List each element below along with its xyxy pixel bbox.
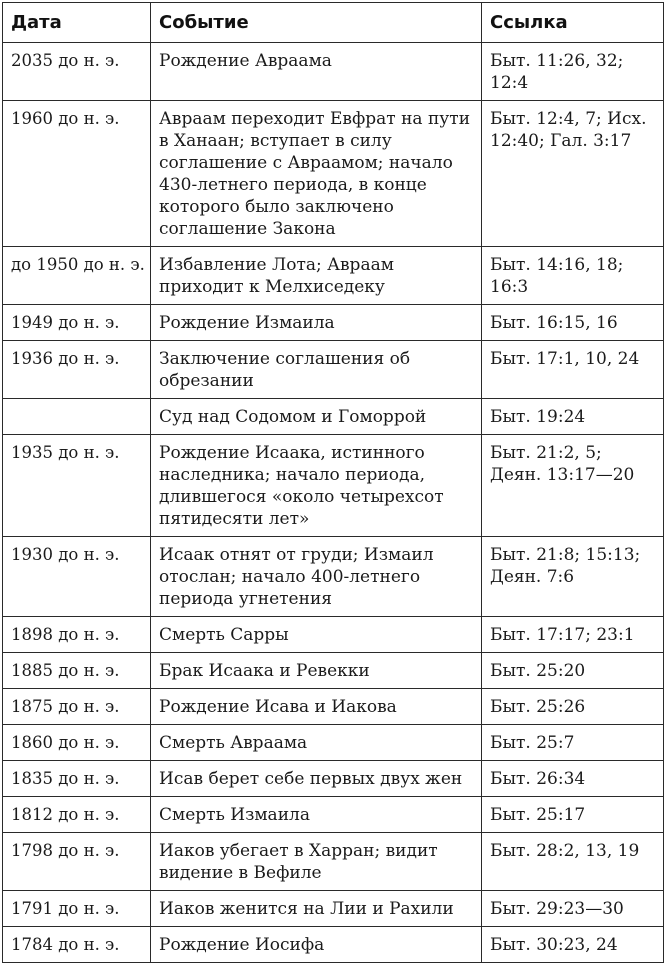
cell-event: Смерть Авраама <box>151 725 482 761</box>
cell-reference: Быт. 12:4, 7; Исх. 12:40; Гал. 3:17 <box>482 101 664 247</box>
header-date: Дата <box>3 3 151 43</box>
cell-date: 1812 до н. э. <box>3 797 151 833</box>
cell-event: Суд над Содомом и Гоморрой <box>151 399 482 435</box>
cell-date: 1936 до н. э. <box>3 341 151 399</box>
table-row <box>3 399 664 435</box>
table-row <box>3 761 664 797</box>
table-row <box>3 617 664 653</box>
cell-reference: Быт. 21:2, 5; Деян. 13:17—20 <box>482 435 664 537</box>
header-event: Событие <box>151 3 482 43</box>
cell-date: до 1950 до н. э. <box>3 247 151 305</box>
cell-event: Смерть Измаила <box>151 797 482 833</box>
table-row <box>3 653 664 689</box>
table-row <box>3 797 664 833</box>
table-row <box>3 101 664 247</box>
cell-event: Рождение Иосифа <box>151 927 482 963</box>
cell-date: 1875 до н. э. <box>3 689 151 725</box>
cell-reference: Быт. 21:8; 15:13; Деян. 7:6 <box>482 537 664 617</box>
table-row <box>3 43 664 101</box>
cell-event: Авраам переходит Евфрат на пути в Ханаан; вступает в силу соглашение с Авраамом; начало 430-летнего периода, в конце которого было заключено соглашение Закона <box>151 101 482 247</box>
cell-reference: Быт. 17:1, 10, 24 <box>482 341 664 399</box>
cell-reference: Быт. 25:7 <box>482 725 664 761</box>
cell-reference: Быт. 30:23, 24 <box>482 927 664 963</box>
cell-date <box>3 399 151 435</box>
cell-reference: Быт. 25:20 <box>482 653 664 689</box>
cell-date: 1798 до н. э. <box>3 833 151 891</box>
table-header-row <box>3 3 664 43</box>
table-row <box>3 247 664 305</box>
cell-reference: Быт. 29:23—30 <box>482 891 664 927</box>
cell-event: Избавление Лота; Авраам приходит к Мелхиседеку <box>151 247 482 305</box>
table-row <box>3 537 664 617</box>
cell-date: 1898 до н. э. <box>3 617 151 653</box>
cell-date: 1791 до н. э. <box>3 891 151 927</box>
cell-date: 1885 до н. э. <box>3 653 151 689</box>
cell-reference: Быт. 19:24 <box>482 399 664 435</box>
header-reference: Ссылка <box>482 3 664 43</box>
cell-reference: Быт. 26:34 <box>482 761 664 797</box>
table-row <box>3 927 664 963</box>
cell-reference: Быт. 25:17 <box>482 797 664 833</box>
cell-reference: Быт. 11:26, 32; 12:4 <box>482 43 664 101</box>
table-row <box>3 305 664 341</box>
cell-reference: Быт. 17:17; 23:1 <box>482 617 664 653</box>
cell-event: Заключение соглашения об обрезании <box>151 341 482 399</box>
cell-reference: Быт. 28:2, 13, 19 <box>482 833 664 891</box>
cell-date: 1935 до н. э. <box>3 435 151 537</box>
cell-event: Смерть Сарры <box>151 617 482 653</box>
cell-event: Рождение Авраама <box>151 43 482 101</box>
cell-date: 2035 до н. э. <box>3 43 151 101</box>
table-row <box>3 435 664 537</box>
document-page <box>2 2 663 963</box>
cell-event: Брак Исаака и Ревекки <box>151 653 482 689</box>
chronology-table <box>2 2 664 963</box>
cell-date: 1860 до н. э. <box>3 725 151 761</box>
cell-event: Иаков женится на Лии и Рахили <box>151 891 482 927</box>
cell-date: 1930 до н. э. <box>3 537 151 617</box>
cell-event: Рождение Исава и Иакова <box>151 689 482 725</box>
cell-reference: Быт. 25:26 <box>482 689 664 725</box>
cell-date: 1835 до н. э. <box>3 761 151 797</box>
cell-date: 1949 до н. э. <box>3 305 151 341</box>
cell-event: Иаков убегает в Харран; видит видение в Вефиле <box>151 833 482 891</box>
table-row <box>3 341 664 399</box>
cell-event: Исав берет себе первых двух жен <box>151 761 482 797</box>
cell-reference: Быт. 14:16, 18; 16:3 <box>482 247 664 305</box>
cell-reference: Быт. 16:15, 16 <box>482 305 664 341</box>
cell-event: Рождение Измаила <box>151 305 482 341</box>
cell-event: Рождение Исаака, истинного наследника; начало периода, длившегося «около четырехсот пятидесяти лет» <box>151 435 482 537</box>
cell-event: Исаак отнят от груди; Измаил отослан; начало 400-летнего периода угнетения <box>151 537 482 617</box>
table-row <box>3 891 664 927</box>
table-row <box>3 725 664 761</box>
table-row <box>3 689 664 725</box>
cell-date: 1784 до н. э. <box>3 927 151 963</box>
cell-date: 1960 до н. э. <box>3 101 151 247</box>
